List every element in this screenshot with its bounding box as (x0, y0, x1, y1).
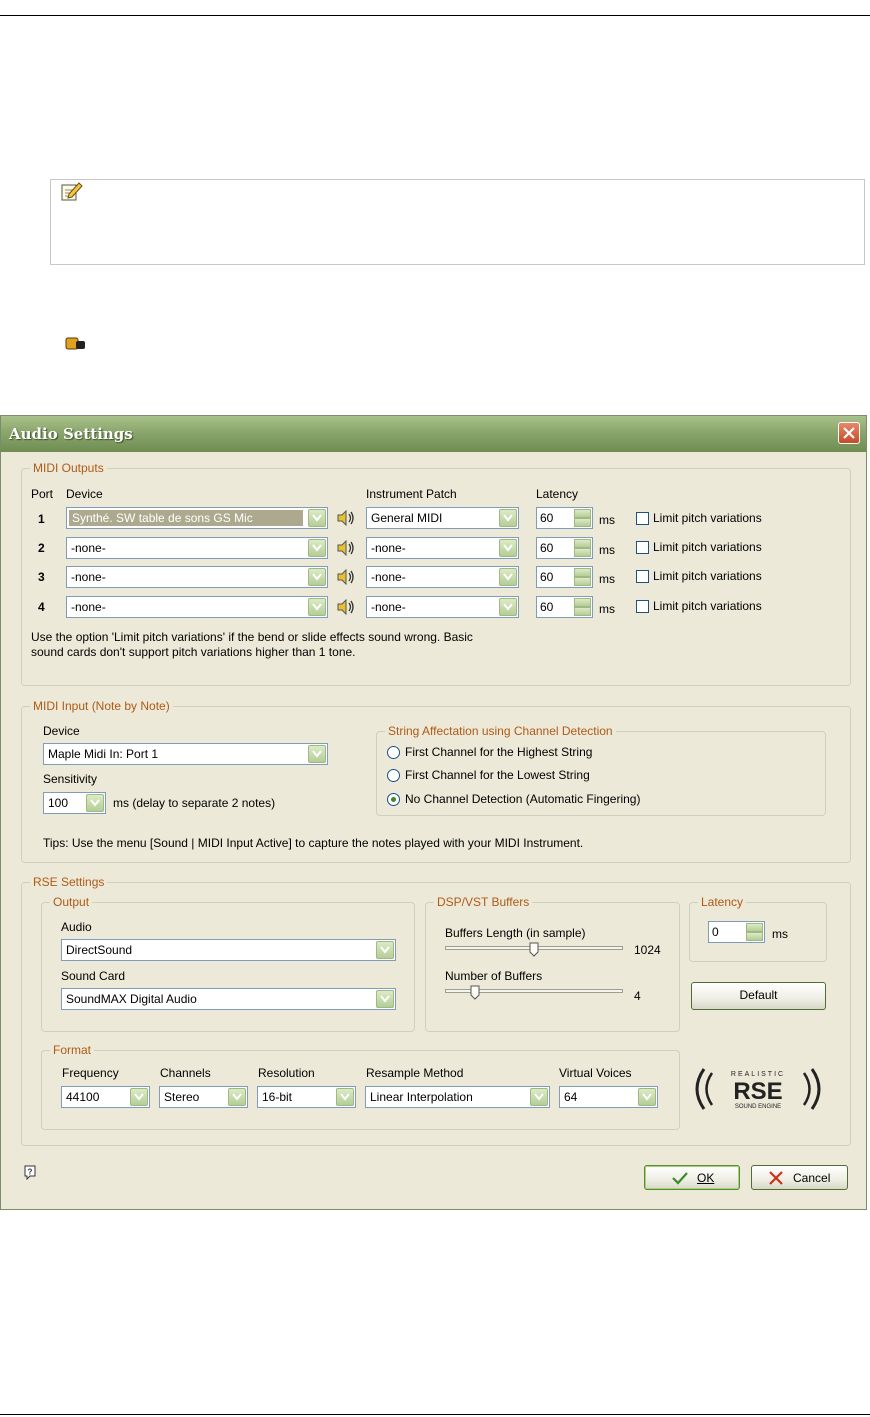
audio-settings-dialog (0, 415, 867, 1210)
radio-no-channel-detection[interactable] (387, 793, 400, 806)
output-device-value: Synthé. SW table de sons GS Mic (69, 510, 303, 526)
chevron-down-icon[interactable] (499, 509, 517, 527)
speaker-icon[interactable] (336, 599, 356, 615)
limit-pitch-label[interactable]: Limit pitch variations (653, 599, 762, 613)
latency-stepper[interactable] (536, 507, 593, 529)
limit-pitch-label[interactable]: Limit pitch variations (653, 540, 762, 554)
buffers-length-thumb[interactable] (529, 942, 539, 957)
buffers-length-value: 1024 (634, 943, 661, 957)
chevron-down-icon[interactable] (308, 745, 326, 763)
instrument-patch-value: General MIDI (371, 511, 443, 525)
help-icon[interactable] (23, 1165, 37, 1180)
frequency-select[interactable] (61, 1086, 150, 1108)
chevron-down-icon[interactable] (376, 941, 394, 959)
close-icon (842, 426, 856, 440)
speaker-icon[interactable] (336, 510, 356, 526)
cancel-button-label: Cancel (793, 1171, 831, 1185)
limit-pitch-checkbox[interactable] (636, 512, 649, 525)
page-bottom-rule (0, 1414, 870, 1415)
group-label: Format (50, 1043, 94, 1057)
speaker-icon[interactable] (336, 569, 356, 585)
svg-text:?: ? (27, 1167, 33, 1177)
chevron-down-icon[interactable] (308, 568, 326, 586)
chevron-down-icon[interactable] (499, 539, 517, 557)
group-label: MIDI Outputs (30, 461, 107, 475)
latency-stepper[interactable] (536, 596, 593, 618)
port-header: Port (31, 487, 54, 501)
chevron-down-icon[interactable] (86, 794, 104, 812)
chevron-down-icon[interactable] (308, 509, 326, 527)
radio-no-channel-detection-label[interactable]: No Channel Detection (Automatic Fingering) (405, 792, 641, 806)
chevron-down-icon[interactable] (499, 598, 517, 616)
number-of-buffers-value: 4 (634, 989, 641, 1003)
pitch-note-line-1: Use the option 'Limit pitch variations' if the bend or slide effects sound wrong. Basic (31, 630, 473, 644)
audio-label: Audio (61, 920, 92, 934)
note-box (50, 179, 865, 265)
latency-unit: ms (599, 513, 615, 527)
rse-logo (688, 1061, 828, 1117)
latency-unit: ms (599, 543, 615, 557)
number-of-buffers-thumb[interactable] (470, 985, 480, 1000)
latency-value: 60 (540, 511, 554, 525)
spin-down-button[interactable] (574, 518, 591, 527)
ok-button[interactable] (644, 1165, 740, 1190)
logo-main-text: RSE (733, 1078, 783, 1105)
chevron-down-icon[interactable] (376, 990, 394, 1008)
dsp-vst-buffers-group (425, 895, 680, 1032)
instrument-patch-select[interactable] (366, 566, 519, 588)
page-top-rule (0, 15, 870, 16)
audio-select[interactable] (61, 939, 396, 961)
resample-method-value: Linear Interpolation (370, 1090, 473, 1104)
input-device-select[interactable] (43, 743, 328, 765)
radio-highest-string-label[interactable]: First Channel for the Highest String (405, 745, 593, 759)
chevron-down-icon[interactable] (336, 1088, 354, 1106)
radio-lowest-string-label[interactable]: First Channel for the Lowest String (405, 768, 590, 782)
output-device-select[interactable] (66, 507, 328, 529)
chevron-down-icon[interactable] (308, 539, 326, 557)
midi-input-tips: Tips: Use the menu [Sound | MIDI Input Active] to capture the notes played with your MIDI Instrument. (43, 836, 584, 850)
sensitivity-unit: ms (delay to separate 2 notes) (113, 796, 276, 810)
device-header: Device (66, 487, 103, 501)
group-label: RSE Settings (30, 875, 107, 889)
rse-latency-stepper[interactable] (708, 921, 765, 943)
logo-bottom-text: SOUND ENGINE (734, 1104, 782, 1110)
group-label: Output (50, 895, 92, 909)
spin-down-button[interactable] (574, 548, 591, 557)
latency-unit: ms (599, 572, 615, 586)
pencil-note-icon (61, 182, 83, 202)
hand-pointer-icon (65, 335, 87, 351)
rse-latency-unit: ms (772, 927, 788, 941)
instrument-patch-select[interactable] (366, 537, 519, 559)
limit-pitch-checkbox[interactable] (636, 600, 649, 613)
group-label: String Affectation using Channel Detection (385, 724, 616, 738)
input-device-label: Device (43, 724, 80, 738)
pitch-note-line-2: sound cards don't support pitch variations higher than 1 tone. (31, 645, 356, 659)
sound-card-select[interactable] (61, 988, 396, 1010)
port-number: 3 (38, 570, 45, 584)
instrument-patch-value: -none- (371, 541, 406, 555)
window-title: Audio Settings (9, 425, 133, 443)
instrument-patch-value: -none- (371, 570, 406, 584)
virtual-voices-select[interactable] (559, 1086, 658, 1108)
spin-up-button[interactable] (574, 598, 591, 607)
close-button[interactable] (838, 422, 860, 444)
input-device-value: Maple Midi In: Port 1 (48, 747, 159, 761)
instrument-patch-value: -none- (371, 600, 406, 614)
output-group (41, 895, 415, 1032)
instrument-patch-select[interactable] (366, 507, 519, 529)
channels-select[interactable] (159, 1086, 248, 1108)
resample-method-label: Resample Method (366, 1066, 464, 1080)
instrument-patch-select[interactable] (366, 596, 519, 618)
output-device-select[interactable] (66, 537, 328, 559)
limit-pitch-checkbox[interactable] (636, 570, 649, 583)
output-device-select[interactable] (66, 596, 328, 618)
latency-value: 60 (540, 541, 554, 555)
limit-pitch-label[interactable]: Limit pitch variations (653, 569, 762, 583)
default-button[interactable] (691, 982, 826, 1010)
chevron-down-icon[interactable] (130, 1088, 148, 1106)
chevron-down-icon[interactable] (638, 1088, 656, 1106)
chevron-down-icon[interactable] (499, 568, 517, 586)
sensitivity-label: Sensitivity (43, 772, 98, 786)
frequency-label: Frequency (62, 1066, 119, 1080)
logo-top-text: REALISTIC (730, 1071, 786, 1078)
group-label: MIDI Input (Note by Note) (30, 699, 173, 713)
limit-pitch-label[interactable]: Limit pitch variations (653, 511, 762, 525)
group-label: Latency (698, 895, 746, 909)
output-device-select[interactable] (66, 566, 328, 588)
resolution-value: 16-bit (262, 1090, 293, 1104)
limit-pitch-checkbox[interactable] (636, 541, 649, 554)
spin-up-button[interactable] (574, 509, 591, 518)
titlebar (1, 416, 866, 452)
resolution-label: Resolution (258, 1066, 315, 1080)
latency-value: 60 (540, 570, 554, 584)
chevron-down-icon[interactable] (308, 598, 326, 616)
speaker-icon[interactable] (336, 540, 356, 556)
spin-down-button[interactable] (574, 577, 591, 586)
latency-value: 60 (540, 600, 554, 614)
chevron-down-icon[interactable] (530, 1088, 548, 1106)
channels-value: Stereo (164, 1090, 200, 1104)
spin-down-button[interactable] (574, 607, 591, 616)
resample-method-select[interactable] (365, 1086, 550, 1108)
spin-up-button[interactable] (574, 539, 591, 548)
sound-card-label: Sound Card (61, 969, 126, 983)
sensitivity-select[interactable] (43, 792, 106, 814)
checkmark-icon (671, 1171, 689, 1185)
latency-stepper[interactable] (536, 566, 593, 588)
spin-down-button[interactable] (746, 932, 763, 941)
latency-stepper[interactable] (536, 537, 593, 559)
radio-lowest-string[interactable] (387, 769, 400, 782)
instrument-patch-header: Instrument Patch (366, 487, 457, 501)
number-of-buffers-label: Number of Buffers (445, 969, 543, 983)
default-button-label: Default (739, 988, 778, 1002)
buffers-length-label: Buffers Length (in sample) (445, 926, 586, 940)
latency-unit: ms (599, 602, 615, 616)
sound-card-value: SoundMAX Digital Audio (66, 992, 197, 1006)
audio-value: DirectSound (66, 943, 133, 957)
red-x-icon (768, 1171, 784, 1185)
virtual-voices-label: Virtual Voices (559, 1066, 632, 1080)
port-number: 4 (38, 600, 45, 614)
ok-button-label: OK (697, 1171, 715, 1185)
virtual-voices-value: 64 (564, 1090, 578, 1104)
group-label: DSP/VST Buffers (434, 895, 532, 909)
radio-highest-string[interactable] (387, 746, 400, 759)
rse-latency-value: 0 (712, 925, 719, 939)
resolution-select[interactable] (257, 1086, 356, 1108)
latency-header: Latency (536, 487, 579, 501)
sensitivity-value: 100 (48, 796, 69, 810)
spin-up-button[interactable] (574, 568, 591, 577)
frequency-value: 44100 (66, 1090, 100, 1104)
output-device-value: -none- (71, 541, 106, 555)
cancel-button[interactable] (751, 1165, 848, 1190)
chevron-down-icon[interactable] (228, 1088, 246, 1106)
output-device-value: -none- (71, 570, 106, 584)
channels-label: Channels (160, 1066, 211, 1080)
port-number: 2 (38, 541, 45, 555)
port-number: 1 (38, 512, 45, 526)
spin-up-button[interactable] (746, 923, 763, 932)
output-device-value: -none- (71, 600, 106, 614)
